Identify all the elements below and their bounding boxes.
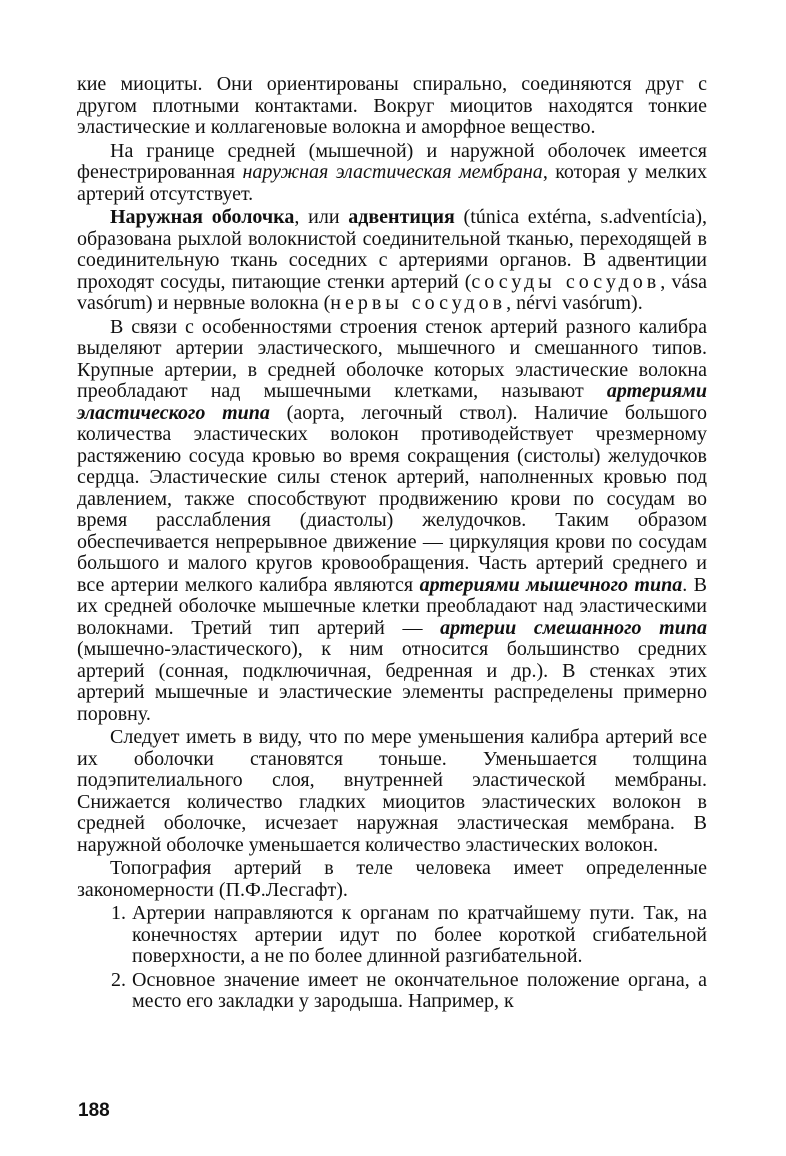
term-muscular-type-arteries: артериями мышечного типа (419, 573, 683, 596)
term-outer-coat: Наружная оболочка (110, 206, 295, 228)
body-text (77, 74, 707, 1013)
paragraph-2-text-c: , которая у мелких артерий отсутствует. (77, 161, 707, 205)
paragraph-4-text-e: . В их средней оболочке мышечные клетки преобладают над эластическими волокнами. Третий тип артерий — (77, 573, 708, 639)
page-number: 188 (78, 1100, 110, 1121)
list-item-number: 2. (111, 968, 126, 991)
paragraph-3-text-d: (túnica extérna, s.adventícia), образована рыхлой волокнистой соединительной тканью, переходящей в соединительную ткань соседних с артериями органов. В адвентиции проходят сосуды, питающие стенки артерий ( (77, 206, 707, 293)
paragraph-5-text: Следует иметь в виду, что по мере уменьшения калибра артерий все их оболочки становятся тоньше. Уменьшается толщина подэпителиального слоя, внутренней эластической мембраны. Снижается количество гладких миоцитов эластических волокон в средней оболочке, исчезает наружная эластическая мембрана. В наружной оболочке уменьшается количество эластических волокон. (77, 726, 707, 856)
paragraph-4-text-g: (мышечно-эластического), к ним относится большинство средних артерий (сонная, подключичная, бедренная и др.). В стенках этих артерий мышечные и эластические элементы распределены примерно поровну. (77, 638, 707, 725)
term-mixed-type-arteries: артерии смешанного типа (440, 616, 707, 639)
paragraph-1-text: кие миоциты. Они ориентированы спирально, соединяются друг с другом плотными контактами. Вокруг миоцитов находятся тонкие эластические и коллагеновые волокна и аморфное вещество. (77, 73, 707, 138)
list-item-number: 1. (111, 902, 126, 924)
paragraph-1 (77, 74, 707, 139)
term-adventitia: адвентиция (348, 206, 455, 228)
paragraph-3-text-f: , vása vasórum) и нервные волокна ( (77, 270, 707, 314)
paragraph-4 (77, 317, 707, 726)
paragraph-6 (77, 858, 707, 901)
term-elastic-type-arteries: артериями эластического типа (77, 380, 707, 424)
paragraph-4-text-a: В связи с особенностями строения стенок артерий разного калибра выделяют артерии эластического, мышечного и смешанного типов. Крупные артерии, в средней оболочке которых эластические волокна преобладают над мышечными клетками, называют (77, 315, 707, 402)
paragraph-6-text: Топография артерий в теле человека имеет определенные закономерности (П.Ф.Лесгафт). (77, 857, 707, 901)
term-external-elastic-membrane: наружная эластическая мембрана (242, 161, 543, 183)
paragraph-3 (77, 207, 707, 315)
paragraph-3-text-b: , или (294, 206, 349, 228)
list-item (77, 903, 707, 968)
paragraph-5 (77, 727, 707, 856)
term-vasa-vasorum: сосуды сосудов (471, 270, 661, 293)
paragraph-3-text-h: , nérvi vasórum). (506, 292, 643, 314)
paragraph-4-text-c: (аорта, легочный ствол). Наличие большого количества эластических волокон противодействует чрезмерному растяжению сосуда кровью во время сокращения (систолы) желудочков сердца. Эластические силы стенок артерий, наполненных кровью под давлением, также способствуют продвижению крови по сосудам во время расслабления (диастолы) желудочков. Таким образом обеспечивается непрерывное движение — циркуляция крови по сосудам большого и малого кругов кровообращения. Часть артерий среднего и все артерии мелкого калибра являются (77, 401, 707, 596)
list-item (77, 970, 707, 1013)
paragraph-2 (77, 141, 707, 206)
term-nervi-vasorum: нервы сосудов (330, 292, 507, 314)
paragraph-2-text-a: На границе средней (мышечной) и наружной оболочек имеется фенестрированная (77, 139, 707, 183)
numbered-list (77, 903, 707, 1013)
list-item-text: Основное значение имеет не окончательное положение органа, а место его закладки у зародыша. Например, к (132, 968, 707, 1012)
list-item-text: Артерии направляются к органам по кратчайшему пути. Так, на конечностях артерии идут по более короткой сгибательной поверхности, а не по более длинной разгибательной. (132, 902, 707, 967)
